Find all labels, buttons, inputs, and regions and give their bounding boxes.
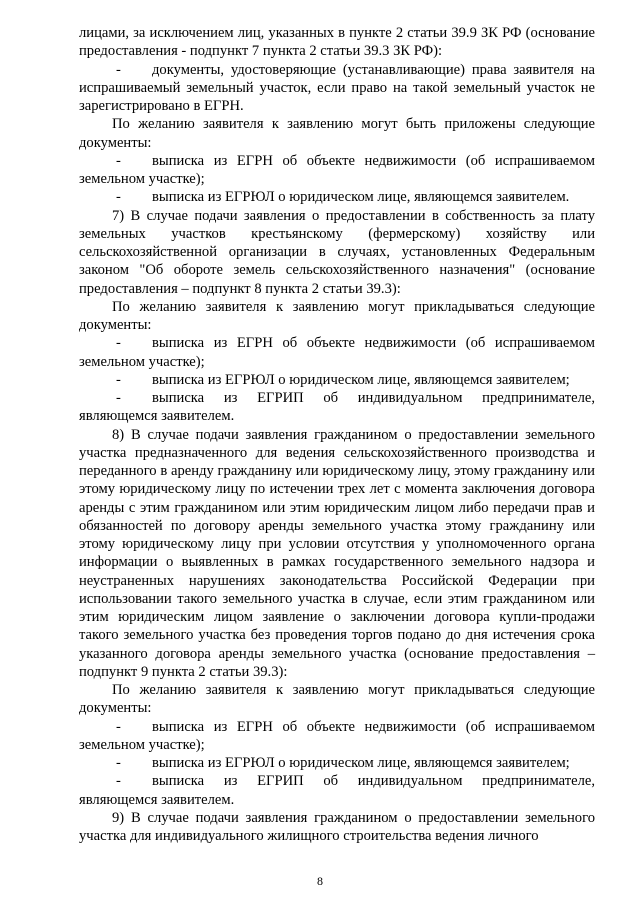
bullet-marker: - xyxy=(116,152,121,169)
bullet-item xyxy=(79,371,595,389)
bullet-item xyxy=(79,389,595,426)
bullet-text: документы, удостоверяющие (устанавливающие) права заявителя на испрашиваемый земельный участок, если право на такой земельный участок не зарегистрировано в ЕГРН. xyxy=(79,61,595,114)
bullet-item xyxy=(79,61,595,116)
paragraph: По желанию заявителя к заявлению могут быть приложены следующие документы: xyxy=(79,116,595,151)
bullet-item xyxy=(79,754,595,772)
paragraph: 7) В случае подачи заявления о предоставлении в собственность за плату земельных участков крестьянскому (фермерскому) хозяйству или сельскохозяйственной организации в случаях, установленных Федеральным законом "Об обороте земель сельскохозяйственного назначения" (основание предоставления – подпункт 8 пункта 2 статьи 39.3): xyxy=(79,207,595,297)
paragraph: 8) В случае подачи заявления гражданином о предоставлении земельного участка предназначенного для ведения сельскохозяйственного производства и переданного в аренду гражданину или юридическому лицу, этому гражданину или этому юридическому лицу по истечении трех лет с момента заключения договора аренды с этим гражданином или этим юридическим лицом либо передачи прав и обязанностей по договору аренды земельного участка этому гражданину или этому юридическому лицу при условии отсутствия у уполномоченного органа информации о выявленных в рамках государственного земельного надзора и неустраненных нарушениях законодательства Российской Федерации при использовании такого земельного участка в случае, если этим гражданином или этим юридическим лицом заявление о заключении договора купли-продажи такого земельного участка без проведения торгов подано до дня истечения срока указанного договора аренды земельного участка (основание предоставления – подпункт 9 пункта 2 статьи 39.3): xyxy=(79,426,595,680)
bullet-marker: - xyxy=(116,189,121,206)
bullet-text: выписка из ЕГРЮЛ о юридическом лице, являющемся заявителем. xyxy=(152,189,570,206)
paragraph: По желанию заявителя к заявлению могут прикладываться следующие документы: xyxy=(79,682,595,717)
page-number: 8 xyxy=(317,874,323,888)
bullet-item xyxy=(79,772,595,809)
paragraph: По желанию заявителя к заявлению могут прикладываться следующие документы: xyxy=(79,298,595,333)
bullet-text: выписка из ЕГРН об объекте недвижимости (об испрашиваемом земельном участке); xyxy=(79,335,595,370)
bullet-marker: - xyxy=(116,390,121,406)
bullet-text: выписка из ЕГРИП об индивидуальном предпринимателе, являющемся заявителем. xyxy=(79,773,595,808)
bullet-marker: - xyxy=(116,755,121,771)
bullet-marker: - xyxy=(116,61,121,78)
bullet-text: выписка из ЕГРЮЛ о юридическом лице, являющемся заявителем; xyxy=(152,371,570,388)
bullet-text: выписка из ЕГРИП об индивидуальном предпринимателе, являющемся заявителем. xyxy=(79,390,595,425)
bullet-text: выписка из ЕГРН об объекте недвижимости (об испрашиваемом земельном участке); xyxy=(79,718,595,753)
bullet-marker: - xyxy=(116,718,121,735)
paragraph: 9) В случае подачи заявления гражданином о предоставлении земельного участка для индивидуального жилищного строительства ведения личного xyxy=(79,809,595,844)
bullet-text: выписка из ЕГРЮЛ о юридическом лице, являющемся заявителем; xyxy=(152,755,570,771)
bullet-marker: - xyxy=(116,773,121,790)
bullet-text: выписка из ЕГРН об объекте недвижимости (об испрашиваемом земельном участке); xyxy=(79,152,595,187)
bullet-item xyxy=(79,718,595,755)
bullet-marker: - xyxy=(116,371,121,388)
bullet-item xyxy=(79,334,595,371)
bullet-item xyxy=(79,188,595,206)
paragraph: лицами, за исключением лиц, указанных в пункте 2 статьи 39.9 ЗК РФ (основание предоставления - подпункт 7 пункта 2 статьи 39.3 ЗК РФ): xyxy=(79,25,595,60)
bullet-item xyxy=(79,152,595,189)
document-page xyxy=(79,24,595,845)
bullet-marker: - xyxy=(116,335,121,352)
